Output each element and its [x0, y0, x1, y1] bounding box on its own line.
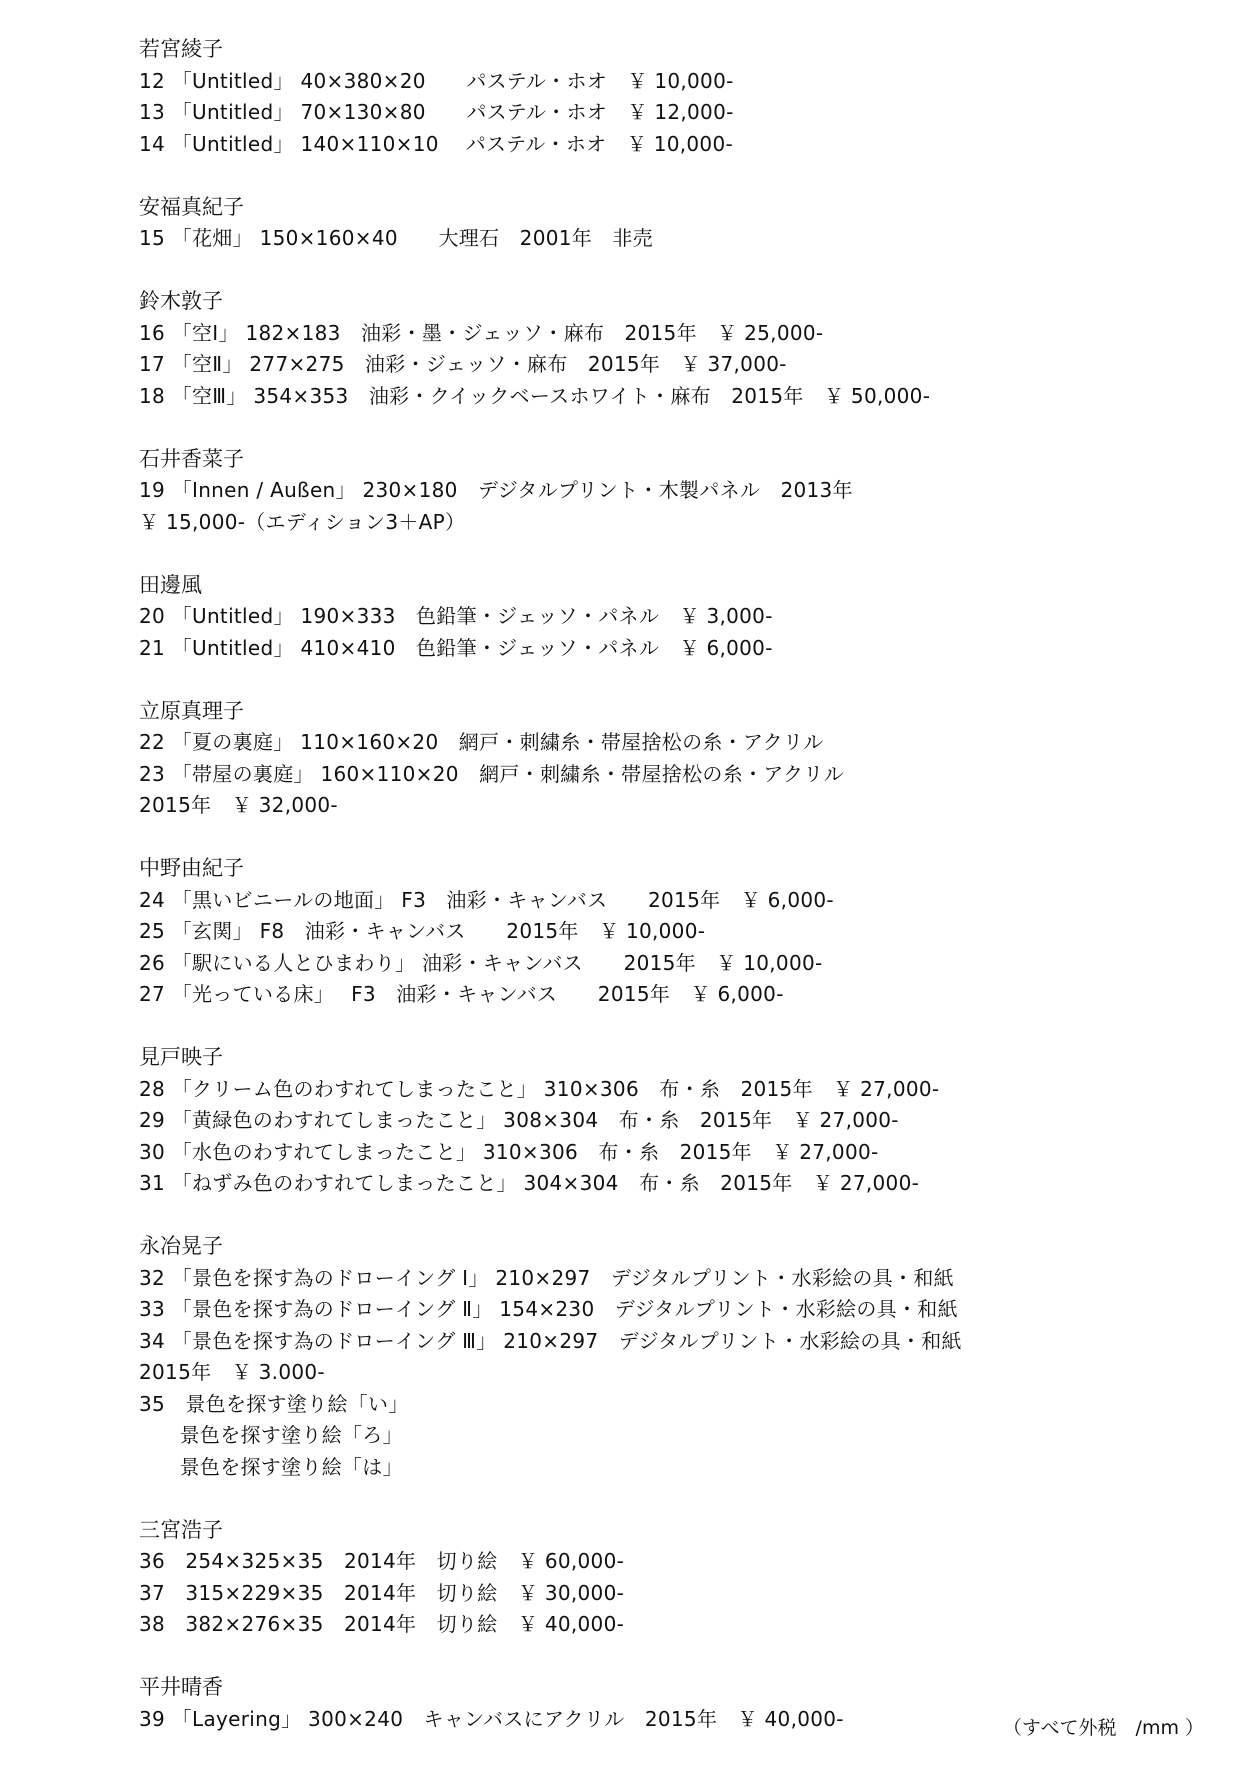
artwork-line: 20 「Untitled」 190×333 色鉛筆・ジェッソ・パネル ￥ 3,000- [139, 604, 773, 628]
artist-name: 石井香菜子 [139, 446, 244, 471]
artist-name: 中野由紀子 [139, 856, 244, 880]
artwork-line: 29 「黄緑色のわすれてしまったこと」 308×304 布・糸 2015年 ￥ 27,000- [139, 1108, 899, 1132]
artwork-line: 24 「黒いビニールの地面」 F3 油彩・キャンバス 2015年 ￥ 6,000- [139, 887, 834, 912]
artwork-line: 25 「玄関」 F8 油彩・キャンバス 2015年 ￥ 10,000- [139, 919, 706, 943]
artwork-price-list [139, 34, 1199, 1767]
artwork-line: 32 「景色を探す為のドローイング Ⅰ」 210×297 デジタルプリント・水彩絵の具・和紙 [139, 1265, 954, 1290]
artwork-line: 23 「帯屋の裏庭」 160×110×20 網戸・刺繍糸・帯屋捨松の糸・アクリル [139, 761, 844, 786]
artist-section [139, 34, 1199, 160]
artwork-line: 34 「景色を探す為のドローイング Ⅲ」 210×297 デジタルプリント・水彩絵の具・和紙 [139, 1328, 962, 1353]
artist-name: 平井晴香 [139, 1675, 223, 1699]
artwork-line: 35 景色を探す塗り絵「い」 [139, 1391, 409, 1416]
artwork-line: 13 「Untitled」 70×130×80 パステル・ホオ ￥ 12,000- [139, 100, 734, 124]
artist-name: 鈴木敦子 [139, 289, 223, 313]
artist-name: 若宮綾子 [139, 37, 223, 61]
artwork-line: 18 「空Ⅲ」 354×353 油彩・クイックベースホワイト・麻布 2015年 ￥ 50,000- [139, 383, 931, 408]
artwork-line: 31 「ねずみ色のわすれてしまったこと」 304×304 布・糸 2015年 ￥ 27,000- [139, 1171, 920, 1195]
artwork-line: 21 「Untitled」 410×410 色鉛筆・ジェッソ・パネル ￥ 6,000- [139, 635, 773, 660]
artwork-line: 22 「夏の裏庭」 110×160×20 網戸・刺繍糸・帯屋捨松の糸・アクリル [139, 730, 824, 754]
artist-section [139, 1231, 1199, 1483]
artwork-line: 19 「Innen / Außen」 230×180 デジタルプリント・木製パネル 2013年 [139, 478, 853, 502]
artwork-line: 33 「景色を探す為のドローイング Ⅱ」 154×230 デジタルプリント・水彩絵の具・和紙 [139, 1297, 958, 1321]
artwork-line: ￥ 15,000-（エディション3＋AP） [139, 509, 466, 534]
artwork-line: 17 「空Ⅱ」 277×275 油彩・ジェッソ・麻布 2015年 ￥ 37,000- [139, 352, 787, 376]
artist-name: 永冶晃子 [139, 1234, 223, 1258]
artist-section [139, 1515, 1199, 1641]
artwork-line: 38 382×276×35 2014年 切り絵 ￥ 40,000- [139, 1612, 625, 1636]
artwork-line: 37 315×229×35 2014年 切り絵 ￥ 30,000- [139, 1580, 625, 1605]
artwork-line: 2015年 ￥ 32,000- [139, 793, 338, 817]
artist-name: 見戸映子 [139, 1045, 223, 1069]
artist-section [139, 696, 1199, 822]
artwork-line: 景色を探す塗り絵「ろ」 [139, 1423, 403, 1447]
artist-section [139, 570, 1199, 665]
artist-name: 三宮浩子 [139, 1517, 223, 1542]
artwork-line: 景色を探す塗り絵「は」 [139, 1454, 403, 1479]
artist-section [139, 853, 1199, 1011]
artwork-line: 26 「駅にいる人とひまわり」 油彩・キャンバス 2015年 ￥ 10,000- [139, 950, 823, 975]
artwork-line: 36 254×325×35 2014年 切り絵 ￥ 60,000- [139, 1549, 625, 1573]
artwork-line: 14 「Untitled」 140×110×10 パステル・ホオ ￥ 10,000- [139, 131, 733, 156]
artist-name: 田邊風 [139, 572, 202, 597]
artist-section [139, 444, 1199, 539]
artist-name: 安福真紀子 [139, 194, 244, 219]
artwork-line: 27 「光っている床」 F3 油彩・キャンバス 2015年 ￥ 6,000- [139, 982, 784, 1006]
artwork-line: 28 「クリーム色のわすれてしまったこと」 310×306 布・糸 2015年 ￥ 27,000- [139, 1076, 940, 1101]
tax-unit-note: （すべて外税 /mm ） [1002, 1717, 1204, 1739]
artwork-line: 2015年 ￥ 3.000- [139, 1360, 325, 1384]
artist-section [139, 192, 1199, 255]
artwork-line: 30 「水色のわすれてしまったこと」 310×306 布・糸 2015年 ￥ 27,000- [139, 1139, 879, 1164]
artist-name: 立原真理子 [139, 698, 244, 723]
artwork-line: 15 「花畑」 150×160×40 大理石 2001年 非売 [139, 226, 653, 250]
artwork-line: 12 「Untitled」 40×380×20 パステル・ホオ ￥ 10,000- [139, 68, 734, 93]
artwork-line: 39 「Layering」 300×240 キャンバスにアクリル 2015年 ￥ 40,000- [139, 1706, 844, 1731]
artist-section [139, 286, 1199, 412]
artist-section [139, 1042, 1199, 1200]
artwork-line: 16 「空Ⅰ」 182×183 油彩・墨・ジェッソ・麻布 2015年 ￥ 25,000- [139, 320, 824, 345]
